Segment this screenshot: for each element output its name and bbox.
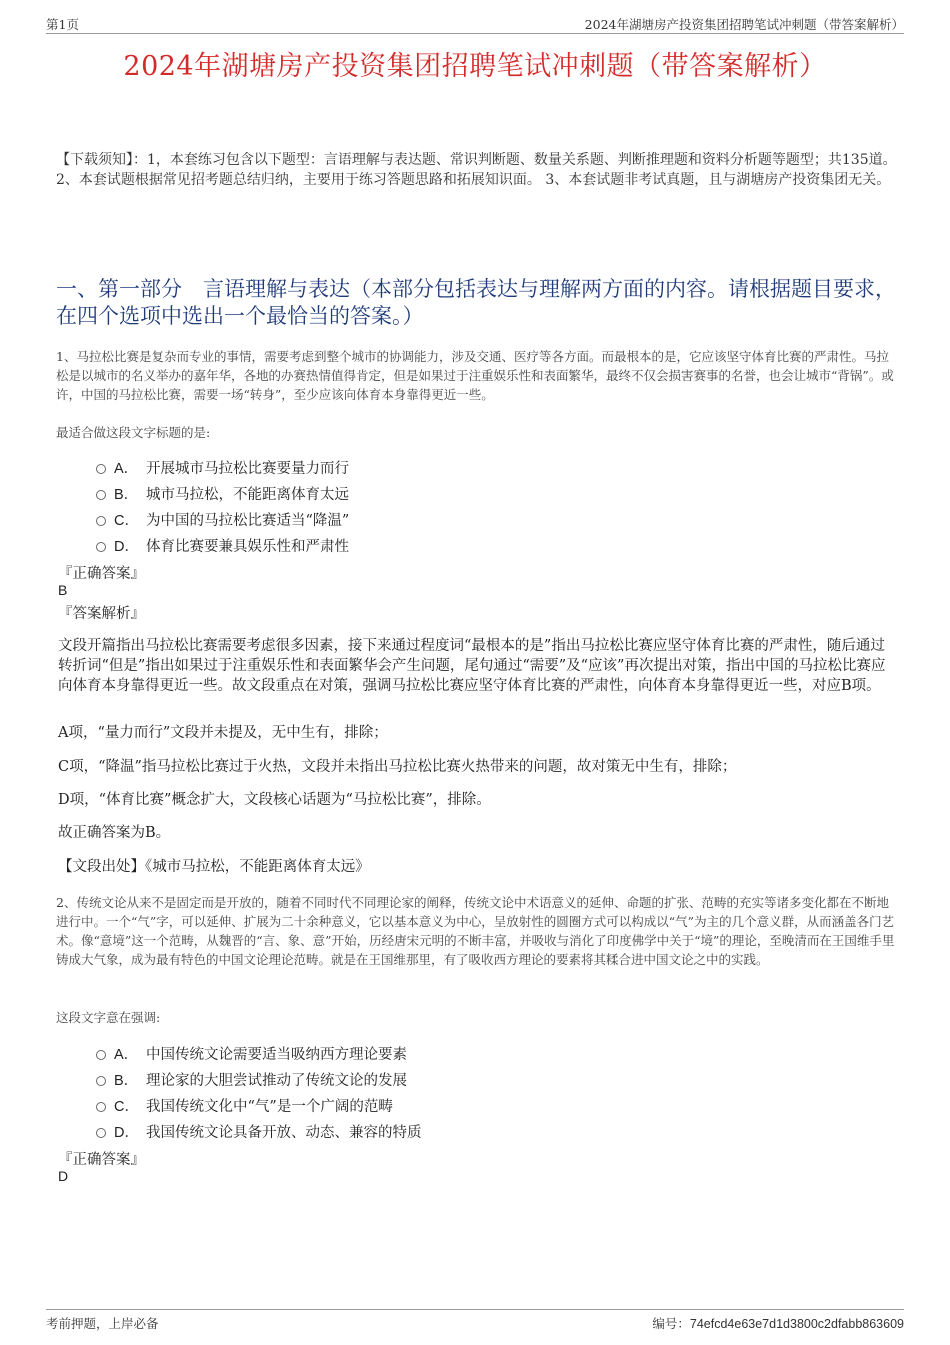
footer-code [652, 1314, 904, 1332]
q1-analysis-option-d: D项，“体育比赛”概念扩大，文段核心话题为“马拉松比赛”，排除。 [58, 792, 491, 808]
question-2-passage: 2、传统文论从来不是固定而是开放的，随着不同时代不同理论家的阐释，传统文论中术语意义的延伸、命题的扩张、范畴的充实等诸多变化都在不断地进行中。一个“气”字，可以延伸、扩展为二十余种意义，它以基本意义为中心，呈放射性的圆圈方式可以构成以“气”为主的几个意义群，从而涵盖各门艺术。像“意境”这一个范畴，从魏晋的“言、象、意”开始，历经唐宋元明的不断丰富，并吸收与消化了印度佛学中关于“境”的理论，至晚清而在王国维手里铸成大气象，成为最有特色的中国文论理论范畴。就是在王国维那里，有了吸收西方理论的要素将其糅合进中国文论之中的实践。 [56, 895, 895, 967]
radio-icon[interactable] [96, 490, 106, 500]
q1-answer: B [58, 582, 68, 598]
download-notice: 【下载须知】：1，本套练习包含以下题型：言语理解与表达题、常识判断题、数量关系题、判断推理题和资料分析题等题型；共135道。 2、本套试题根据常见招考题总结归纳，主要用于练习答题思路和拓展知识面。 3、本套试题非考试真题，且与湖塘房产投资集团无关。 [56, 152, 897, 188]
q2-answer: D [58, 1168, 69, 1184]
radio-icon[interactable] [96, 542, 106, 552]
option-letter: A． [114, 461, 139, 477]
question-1-passage: 1、马拉松比赛是复杂而专业的事情，需要考虑到整个城市的协调能力，涉及交通、医疗等各方面。而最根本的是，它应该坚守体育比赛的严肃性。马拉松是以城市的名义举办的嘉年华，各地的办赛热情值得肯定，但是如果过于注重娱乐性和表面繁华，最终不仅会损害赛事的名誉，也会让城市“背锅”。或许，中国的马拉松比赛，需要一场“转身”，至少应该向体育本身靠得更近一些。 [56, 349, 894, 402]
q1-option-a[interactable] [96, 457, 349, 478]
option-text: 我国传统文论具备开放、动态、兼容的特质 [146, 1125, 422, 1141]
q1-option-d[interactable] [96, 535, 349, 556]
option-text: 城市马拉松，不能距离体育太远 [146, 487, 349, 503]
page-header [46, 14, 904, 34]
q2-option-d[interactable] [96, 1121, 422, 1142]
footer-code-label: 编号： [652, 1316, 690, 1331]
radio-icon[interactable] [96, 464, 106, 474]
q1-option-b[interactable] [96, 483, 349, 504]
section-heading: 一、第一部分 言语理解与表达（本部分包括表达与理解两方面的内容。请根据题目要求，在四个选项中选出一个最恰当的答案。） [56, 277, 896, 328]
q1-analysis-paragraph: 文段开篇指出马拉松比赛需要考虑很多因素，接下来通过程度词“最根本的是”指出马拉松比赛应坚守体育比赛的严肃性，随后通过转折词“但是”指出如果过于注重娱乐性和表面繁华会产生问题，尾句通过“需要”及“应该”再次提出对策，指出中国的马拉松比赛应向体育本身靠得更近一些。故文段重点在对策，强调马拉松比赛应坚守体育比赛的严肃性，向体育本身靠得更近一些，对应B项。 [58, 638, 886, 694]
q1-analysis-label: 『答案解析』 [58, 606, 145, 622]
option-letter: D． [114, 539, 139, 555]
option-text: 开展城市马拉松比赛要量力而行 [146, 461, 349, 477]
radio-icon[interactable] [96, 1050, 106, 1060]
question-1-prompt: 最适合做这段文字标题的是: [56, 425, 211, 440]
q1-source: 【文段出处】《城市马拉松，不能距离体育太远》 [58, 859, 370, 875]
option-letter: A． [114, 1047, 139, 1063]
radio-icon[interactable] [96, 1128, 106, 1138]
q2-option-c[interactable] [96, 1095, 393, 1116]
option-letter: B． [114, 487, 139, 503]
q2-option-a[interactable] [96, 1043, 407, 1064]
option-text: 体育比赛要兼具娱乐性和严肃性 [146, 539, 349, 555]
option-text: 中国传统文论需要适当吸纳西方理论要素 [146, 1047, 407, 1063]
option-text: 为中国的马拉松比赛适当“降温” [146, 513, 350, 529]
q1-option-c[interactable] [96, 509, 349, 530]
radio-icon[interactable] [96, 516, 106, 526]
option-letter: C． [114, 1099, 139, 1115]
option-text: 理论家的大胆尝试推动了传统文论的发展 [146, 1073, 407, 1089]
q2-answer-label: 『正确答案』 [58, 1152, 145, 1168]
option-text: 我国传统文化中“气”是一个广阔的范畴 [146, 1099, 393, 1115]
option-letter: D． [114, 1125, 139, 1141]
header-doc-title: 2024年湖塘房产投资集团招聘笔试冲刺题（带答案解析） [584, 17, 904, 32]
page-number: 第1页 [46, 17, 79, 32]
footer-slogan: 考前押题，上岸必备 [46, 1316, 159, 1331]
q1-analysis-option-a: A项，“量力而行”文段并未提及，无中生有，排除； [58, 725, 388, 741]
question-2-prompt: 这段文字意在强调: [56, 1010, 161, 1025]
option-letter: C． [114, 513, 139, 529]
option-letter: B． [114, 1073, 139, 1089]
q1-analysis-option-c: C项，“降温”指马拉松比赛过于火热，文段并未指出马拉松比赛火热带来的问题，故对策无中生有，排除； [58, 759, 737, 775]
footer-code-value: 74efcd4e63e7d1d3800c2dfabb863609 [689, 1317, 904, 1331]
q2-option-b[interactable] [96, 1069, 407, 1090]
document-title: 2024年湖塘房产投资集团招聘笔试冲刺题（带答案解析） [123, 51, 827, 82]
q1-analysis-conclusion: 故正确答案为B。 [58, 825, 171, 841]
radio-icon[interactable] [96, 1102, 106, 1112]
radio-icon[interactable] [96, 1076, 106, 1086]
q1-answer-label: 『正确答案』 [58, 566, 145, 582]
page-footer [46, 1309, 904, 1332]
